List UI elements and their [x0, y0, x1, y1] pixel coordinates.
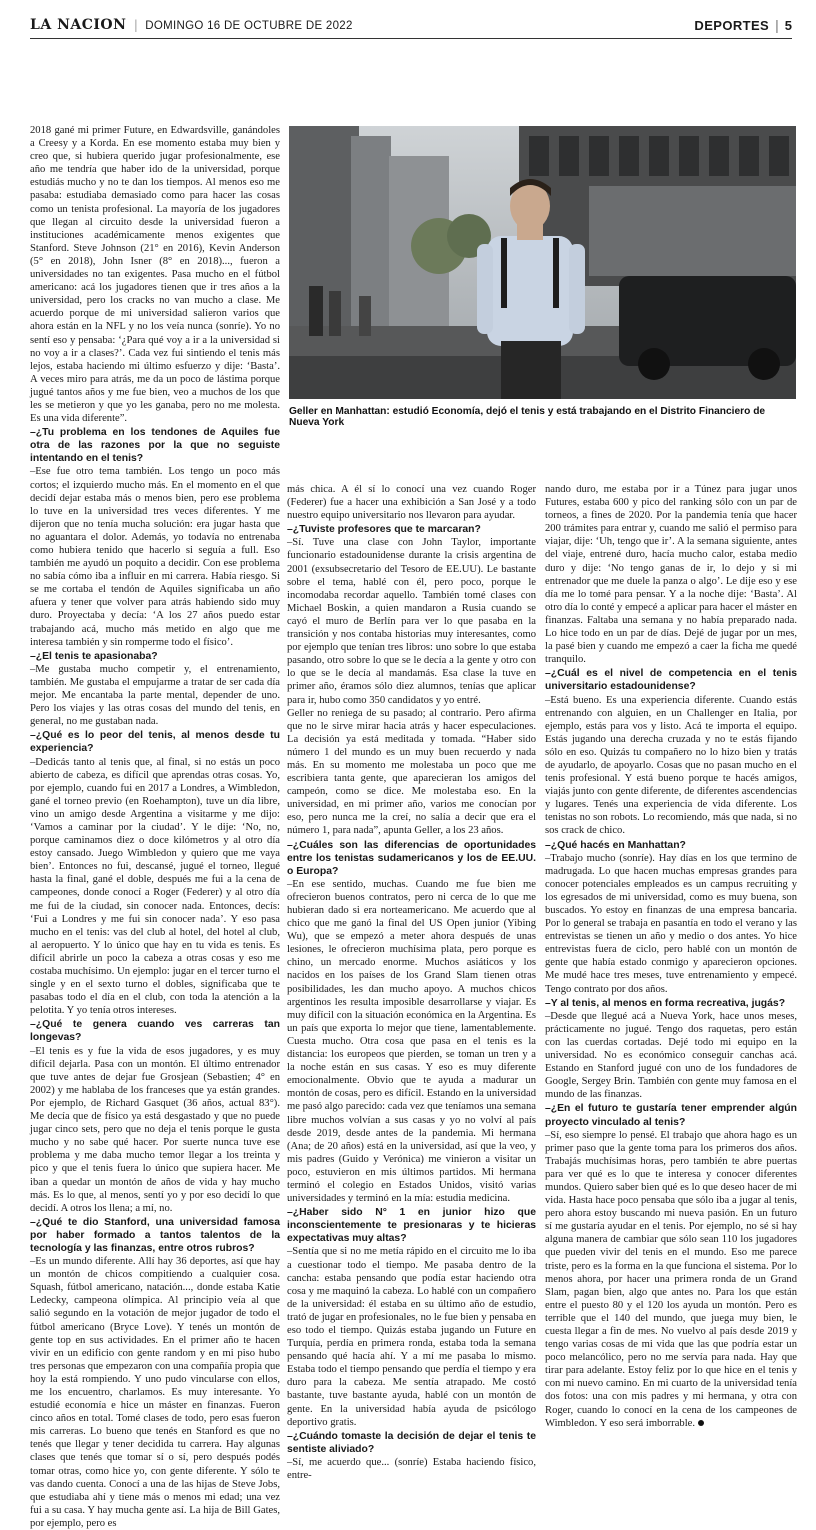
article-paragraph: –Desde que llegué acá a Nueva York, hace unos meses, prácticamente no jugué. Tengo dos raquetas, pero están con las cuerdas cortadas. Dejé todo mi equipo en la universidad. No es económico conseguir canchas acá. Estando en Stanford jugué con uno de los fundadores de Google, Sergey Brin. También con gente muy famosa en el mundo de las finanzas. — [545, 1010, 797, 1101]
article-paragraph: –Me gustaba mucho competir y, el entrenamiento, también. Me gustaba el empujarme a tratar de ser cada día mejor. Me encantaba la parte mental, depender de uno. Pero los viajes y las otras cosas del mundo del tenis, en general, no me gustaban nada. — [30, 663, 280, 728]
interview-question: –¿Qué te dio Stanford, una universidad famosa por haber formado a tantos talentos de la tecnología y las finanzas, entre otros rubros? — [30, 1216, 280, 1254]
interview-question: –¿El tenis te apasionaba? — [30, 650, 158, 662]
interview-question: –¿Qué hacés en Manhattan? — [545, 839, 686, 851]
page-number: 5 — [784, 18, 792, 33]
interview-question: –¿Tu problema en los tendones de Aquiles fue otra de las razones por la que no seguiste intentando en el tenis? — [30, 427, 280, 465]
masthead-separator: | — [775, 17, 779, 33]
masthead-separator: | — [134, 17, 138, 33]
interview-question: –¿Qué te genera cuando ves carreras tan longevas? — [30, 1019, 280, 1044]
article-paragraph: más chica. A él sí lo conocí una vez cuando Roger (Federer) fue a hacer una exhibición a San José y a todo nuestro equipo universitario nos llevaron para ayudar. — [287, 484, 536, 522]
end-of-article-mark — [698, 1420, 704, 1426]
interview-question: –¿Tuviste profesores que te marcaran? — [287, 524, 481, 536]
article-column-3 — [545, 483, 797, 1429]
article-paragraph: –Dedicás tanto al tenis que, al final, si no estás un poco abierto de cabeza, es difícil que aprendas otras cosas. Yo, por ejemplo, cuando fui en 2017 a Londres, a Wimbledon, gané el torneo previo (en Roehampton), tuve un día libre, vino un amigo desde Argentina a visitarme y me dijo: ‘Vamos a caminar por la ciudad’. Y le dije: ‘No, no, porque caminamos diez o doce kilómetros y al otro día estoy cansado. Juego Wimbledon y quiero que me vaya bien’. Entonces no fui, descansé, jugué el torneo, llegué hasta la final, gané el doble, después me fui a la cena de campeones, donde conocí a Roger (Federer) y al otro día me fui de la ciudad, sin conocer nada. Entonces, decís: ‘Fui a Londres y me fui sin conocer nada’. Y eso pasa mucho en el tenis: vas del club al hotel, del hotel al club, al aeropuerto. Y lo único que hay en tu vida es tenis. Es difícil abrirle un poco la cabeza a otras cosas y eso me costaba muchísimo. Un ejemplo: jugar en el tercer turno el single y en el sexto turno el dobles, significaba que te pasabas todo el día en el club, con toda la atención a la pelotita. Y yo tenía otros intereses. — [30, 756, 280, 1017]
article-paragraph: 2018 gané mi primer Future, en Edwardsville, ganándoles a Creesy y a Korda. En ese momento estaba muy bien y creo que, si hubiera querido jugar profesionalmente, ese año me tendría que haber ido de la universidad, porque estudiás mucho y no te dan los tiempos. Al menos eso me pasaba: estudiaba demasiado como para hacer las cosas como un tenista profesional. La mayoría de los jugadores que llegan al circuito desde la universidad fueron a instituciones académicamente menos exigentes que Stanford. Steve Johnson (21° en 2016), Kevin Anderson (5° en 2018), John Isner (8° en 2018)..., fueron a universidades no tan exigentes. Pasa mucho en el fútbol americano: acá los jugadores tienen que ir tres años a la universidad, pero los cracks no van mucho a clase. Me acuerdo porque de mi universidad salieron varios que ahora están en la NFL y no los veía nunca (sonríe). Yo no sentí eso y pensaba: ‘¿Para qué voy a ir a la universidad si no voy a ir a clases?’. Cada vez fui sintiendo el tenis más lejos, estaba haciendo mi último esfuerzo y dije: ‘Basta’. A veces miro para atrás, me da un poco de lástima porque jugué tantos años y me fue bien, veo a muchos de los que les se metieron y que yo les ganaba, pero no me molesta. Es una vida diferente”. — [30, 125, 280, 425]
interview-question: –Y al tenis, al menos en forma recreativa, jugás? — [545, 997, 786, 1009]
interview-question: –¿Cuándo tomaste la decisión de dejar el tenis te sentiste aliviado? — [287, 1430, 536, 1455]
article-paragraph: –Ese fue otro tema también. Los tengo un poco más cortos; el izquierdo mucho más. En el momento en el que decidí dejar estaba más o menos bien, pero ese problema lo tuve en la universidad tres veces diferentes. Y me dijeron que no tenía mucha solución: era jugar hasta que no aguantara el dolor. Además, yo todavía no entrenaba como hubiera tenido que hacerlo si seguía a full. Eso también me ayudó un poquito a decidir. Con ese problema no sabía cómo iba a influir en mi carrera. Había riesgo. Si se me cortaba el tendón de Aquiles significaba un año afuera y tener que volver para atrás habiendo sido muy duro. Proyectaba y decía: ‘A los 27 años puedo estar trabajando acá, mucho más metido en algo que me interesa también y sin romperme todo el físico’. — [30, 466, 280, 648]
interview-question: –¿Cuál es el nivel de competencia en el tenis universitario estadounidense? — [545, 668, 797, 693]
section-name: DEPORTES — [694, 18, 770, 33]
article-photo — [289, 126, 796, 399]
article-paragraph: –Trabajo mucho (sonríe). Hay días en los que termino de madrugada. Lo que hacen muchas empresas grandes para conocer potenciales empleados es un campus recruiting y los egresados de mi universidad, como es muy buena, son buscados. Yo estoy en finanzas de una empresa bancaria. Por lo general se trabaja en pasantía en todo el verano y las entrevistas se tienen un año y medio o dos antes. Yo hice entrevistas fuera de ciclo, pero hablé con un montón de gente que había estado conmigo y aparecieron opciones. Me mudé hace tres meses, tuve entrenamiento y empecé. Tengo contrato por dos años. — [545, 852, 797, 995]
photo-illustration — [289, 126, 796, 399]
masthead — [30, 12, 792, 39]
article-paragraph: –Sí. Tuve una clase con John Taylor, importante funcionario estadounidense durante la crisis argentina de 2001 (exsubsecretario del Tesoro de EE.UU). Le bastante sobre el tema, hablé con él, pero poco, porque le incomodaba recordar aquello. También tomé clases con Michael Boskin, a quien mandaron a Rusia cuando se cayó el muro de Berlín para ver lo que pasaba en la transición y nos contaba historias muy interesantes, como por ejemplo que tenían tres libros: uno sobre lo que estaba pasando, otro sobre lo que se le decía a la gente y otro con lo que se le decía al mandamás. Esa clase la tuve en primer año, éramos sólo diez alumnos, tenías que aplicar para ir, hubo como 350 candidatos y yo entré. — [287, 537, 536, 706]
article-paragraph: –Está bueno. Es una experiencia diferente. Cuando estás entrenando con alguien, en un Challenger en Italia, por ejemplo, estás para vos y listo. Acá te importa el equipo. Estás jugando una derecha cruzada y no te estás fijando sólo en eso. Quizás tu compañero no lo hizo bien y tratás de ayudarlo, de apoyarlo. Cosas que no pasan mucho en el tenis profesional. Y está bueno porque te hacés amigos, viajás junto con gente diferente, de diferentes ascendencias y lugares. Tenés una experiencia de vida diferente. Los tenistas no son robots. Lo recomiendo, más que nada, si no sos crack de chico. — [545, 694, 797, 837]
issue-date: DOMINGO 16 DE OCTUBRE DE 2022 — [145, 19, 353, 32]
photo-caption: Geller en Manhattan: estudió Economía, dejó el tenis y está trabajando en el Distrito Financiero de Nueva York — [289, 406, 766, 428]
interview-question: –¿En el futuro te gustaría tener emprender algún proyecto vinculado al tenis? — [545, 1103, 797, 1128]
article-paragraph: –El tenis es y fue la vida de esos jugadores, y es muy difícil dejarla. Pasa con un montón. El último entrenador que tuve antes de dejar fue Grosjean (Sebastien; 4° en 2002) y me hablaba de los franceses que ya están grandes. Por ejemplo, de Richard Gasquet (36 años, actual 83°). Me decía que de físico ya está desgastado y que no puede jugar cinco sets, pero que no deja el tenis porque le gusta mucho y no sabe qué hacer. Por suerte nunca tuve ese problema y me daba mucho temor llegar a los treinta y pico y que el tenis fuera lo único que supiera hacer. Me iban a quedar un montón de años de vida y hay mucho más. Es lo que, al menos, sentí yo y por eso decidí lo que decidí. A otros los llena; a mí, no. — [30, 1045, 280, 1214]
article-paragraph: –Sí, eso siempre lo pensé. El trabajo que ahora hago es un primer paso que la gente toma para los primeros dos años. Trabajás muchísimas horas, pero también te abre puertas para ver qué es lo que te interesa y conocer diferentes mundos. Quiero saber bien qué es lo que deseo hacer de mi vida. Hasta hace poco pensaba que sólo iba a jugar al tenis, pero ahora estoy buscando mi nueva pasión. En un futuro sí me gustaría ayudar en el tenis. Por ejemplo, no sé si hay alguna manera de cambiar que sólo sean 110 los jugadores que pueden vivir del tenis en el mundo. Eso me parece triste, pero es la forma en la que funciona el sistema. Por lo menos ahora, por hacer una primera ronda de un Grand Slam, pagan bien, algo que antes no. Para los que están entre el puesto 80 y el 120 los ayuda un montón. Pero es terrible que el 140 del mundo, que juega muy bien, le cuesta llegar a fin de mes. No vuelvo al país desde 2019 y tengo varias cosas de mi vida que las que podría estar un poco melancólico, pero no me servía para nada. Hay que tirar para adelante. Estoy feliz por lo que hice en el tenis y con mi nuevo camino. En mi cuarto de la universidad tenía dos fotos: una con mis padres y mi hermana, y otra con Roger, cuando lo conocí en la cena de los campeones de Wimbledon. Y eso será imborrable. — [545, 1129, 797, 1429]
article-paragraph: –Es un mundo diferente. Allí hay 36 deportes, así que hay un montón de chicos compitiendo a cualquier cosa. Squash, fútbol americano, natación..., donde estaba Katie Ledecky, campeona olímpica. Al principio veía al que salió segundo en la votación de mejor jugador de todo el fútbol americano (Bryce Love). Y tenés un montón de gente top en sus actividades. En el primer año te hacen vivir en un edificio con gente random y en mi piso hubo tres personas que empezaron con una compañía propia que hoy la está rompiendo. Y uno pudo vincularse con ellos, me los encuentro, charlamos. Es muy interesante. Yo estudié economía e hice un máster en finanzas. Fueron cinco años en total. Tomé clases de todo, pero esas fueron mis carreras. Lo bueno que tenés en Stanford es que no tenés que llegar y tener decidida tu carrera. Hay algunas clases que tenés que tomar sí o sí, pero después podés tomar otras, como hice yo, con gente diferente. Y sólo te vas dando cuenta. Conocí a una de las hijas de Steve Jobs, que estudiaba ahí y tiene más o menos mi edad; una vez fui a su casa. Y hay mucha gente así. La hija de Bill Gates, por ejemplo, pero es — [30, 1256, 280, 1529]
article-paragraph: –En ese sentido, muchas. Cuando me fue bien me ofrecieron buenos contratos, pero ni cerca de lo que me hubieran dado si era norteamericano. Me acuerdo que al chico que me ganó la final del US Open junior (Yibing Wu), que se empezó a meter ahora después de unas lesiones, le ofrecieron muchísima plata, pero porque es chino, un mercado enorme. Muchos asiáticos y los nacidos en los países de los Grand Slam tienen otras posibilidades, les dan mucho apoyo. A muchos chicos argentinos les resulta imposible desarrollarse y viajar. Es muy difícil con la situación económica en la Argentina. Es un país que exporta lo mejor que tiene, lamentablemente. Cuesta mucho. Otra cosa que pasa en el tenis es la distancia: los europeos que pierden, se toman un tren y a la noche están en sus casas. Y eso es muy diferente emocionalmente. Obvio que te ayuda a madurar un montón de cosas, pero es difícil. Estando en la universidad me pasó algo parecido: cada vez que teníamos una semana libre muchos volvían a sus casas y yo no volví al país desde 2019, desde antes de la pandemia. Mi hermana (Ana; de 20 años) está en la universidad, así que la veo, y mis padres (Guido y Verónica) me vinieron a visitar un poco, estuvieron en mis últimos partidos. Mi hermana terminó el colegio en Estados Unidos, visitó varias universidades y terminó en la mía: estudia medicina. — [287, 878, 536, 1205]
article-paragraph: –Sí, me acuerdo que... (sonríe) Estaba haciendo físico, entre- — [287, 1456, 536, 1482]
article-paragraph: –Sentía que si no me metía rápido en el circuito me lo iba a cuestionar todo el tiempo. Me pasaba dentro de la cancha: estaba pensando que podía estar haciendo otra cosa y me maquinó la cabeza. Lo hablé con un compañero de la universidad: él estaba en su último año de estudio, trató de jugar en profesionales, no le fue bien y pensaba en eso todo el tiempo. Quizás estaba jugando un Future en Turquía, perdía en primera ronda, estaba toda la semana pensando qué hacía ahí. Y a mí me pasaba lo mismo. Estaba todo el tiempo pensando que perdía el tiempo y era duro para la cabeza. Me sentía atrapado. Me costó bastante, tuve bastante ayuda, hablé con un montón de gente. En la universidad había ayuda de psicólogo deportivo gratis. — [287, 1246, 536, 1428]
article-paragraph: Geller no reniega de su pasado; al contrario. Pero afirma que no le sirve mirar hacia atrás y hacer especulaciones. La decisión ya está meditada y tomada. “Haber sido número 1 del mundo es un muy buen recuerdo y nada más. En su momento me molestaba un poco que me escribiera tanta gente, que aparecieran los amigos del campeón, como se dice. Me molestaba eso. En la universidad, en mi primer año, varios me conocían por eso, pero nunca me la creí, no salía a decir que era el número 1, para nada”, apunta Geller, a los 23 años. — [287, 707, 536, 837]
interview-question: –¿Haber sido N° 1 en junior hizo que inconscientemente te presionaras y te hicieras expectativas muy altas? — [287, 1207, 536, 1245]
newspaper-name: LA NACION — [30, 16, 127, 33]
article-column-1 — [30, 124, 280, 1529]
masthead-right — [694, 17, 792, 33]
article-column-2 — [287, 483, 536, 1482]
article-paragraph: nando duro, me estaba por ir a Túnez para jugar unos Futures, estaba 600 y pico del ranking sólo con un par de torneos, a fines de 2020. Por la pandemia tenía que hacer 200 trámites para entrar y, cuando me salió el permiso para viajar, dije: ‘Uh, tengo que ir’. A la semana siguiente, antes del viaje, entrené duro, hacía mucho calor, estaba medio duro y dije: ‘No tengo ganas de ir, lo dejo y si mi entrenador que me duele la panza o algo’. Le dije eso y ese día me lo tomé para pensar. Y a la noche dije: ‘Basta’. Al otro día lo conté y empecé a aplicar para hacer el máster en finanzas. Faltaba una semana y no había preparado nada. Lo hice todo en un par de días. Dejé de jugar por un mes, la pasé bien y cuando me empezó a caer la ficha me quedé tranquilo. — [545, 484, 797, 666]
masthead-left — [30, 17, 353, 34]
interview-question: –¿Qué es lo peor del tenis, al menos desde tu experiencia? — [30, 730, 280, 755]
interview-question: –¿Cuáles son las diferencias de oportunidades entre los tenistas sudamericanos y los de EE.UU. o Europa? — [287, 839, 536, 877]
